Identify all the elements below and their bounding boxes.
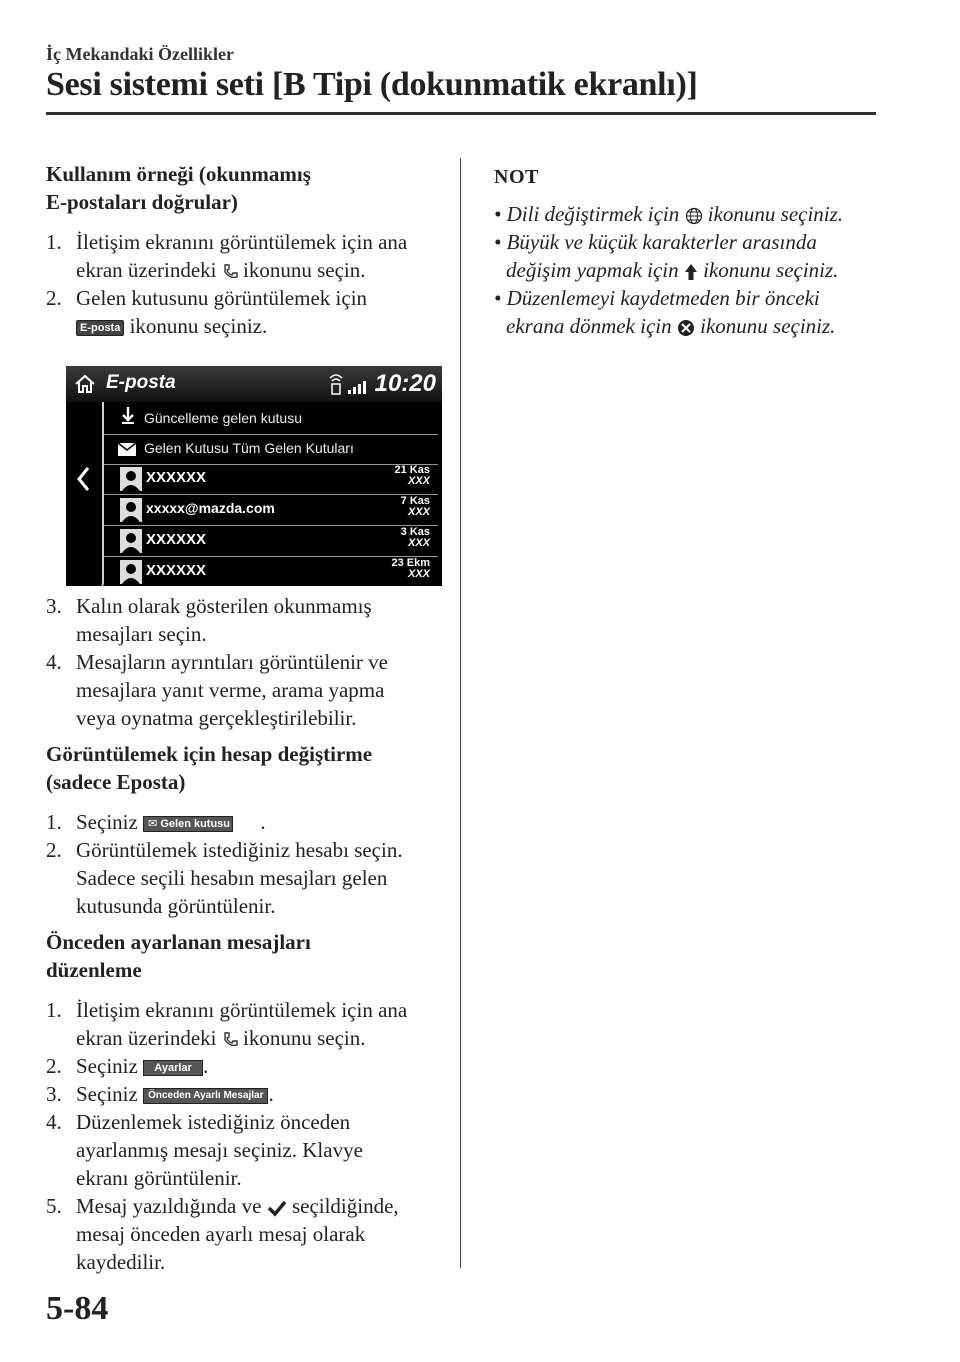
step-number: 4. [46, 1110, 62, 1134]
step-number: 3. [46, 594, 62, 618]
steps-switch-account [46, 808, 456, 920]
step-text: mesaj önceden ayarlı mesaj olarak [76, 1222, 366, 1246]
heading-line: Kullanım örneği (okunmamış [46, 162, 311, 186]
step-text: Düzenlemek istediğiniz önceden [76, 1110, 351, 1134]
message-sender: XXXXXX [146, 469, 207, 486]
eposta-button-image: E-posta [76, 320, 124, 336]
preset-messages-button-image: Önceden Ayarlı Mesajlar [143, 1088, 268, 1104]
step-text: Seçiniz [76, 1082, 138, 1106]
steps-after-screen [46, 592, 456, 732]
step-number: 1. [46, 230, 62, 254]
screen-header [66, 366, 442, 402]
inbox-button-image: ✉ Gelen kutusu [143, 816, 233, 832]
heading-usage-example [46, 160, 446, 216]
step-text: seçildiğinde, [291, 1194, 399, 1218]
step-number: 5. [46, 1194, 62, 1218]
message-date [401, 496, 430, 518]
date-text: 21 Kas [394, 464, 430, 476]
globe-icon [685, 207, 703, 225]
settings-button-image: Ayarlar [143, 1060, 203, 1076]
message-sender: xxxxx@mazda.com [146, 500, 275, 516]
note-item [494, 228, 817, 256]
shift-arrow-icon [684, 263, 698, 281]
step-number: 3. [46, 1082, 62, 1106]
row-label: Gelen Kutusu Tüm Gelen Kutuları [144, 440, 354, 456]
phone-comm-icon [222, 1031, 238, 1049]
message-date [391, 558, 430, 580]
inbox-select-row[interactable] [104, 434, 438, 465]
step-text: ayarlanmış mesajı seçiniz. Klavye [76, 1138, 363, 1162]
note-text: ikonunu seçiniz. [707, 202, 844, 226]
heading-preset-messages [46, 928, 456, 984]
list-item-cont [76, 256, 366, 284]
bullet: • [494, 286, 502, 310]
step-number: 2. [46, 838, 62, 862]
note-item-cont [506, 256, 838, 284]
message-sender: XXXXXX [146, 531, 207, 548]
heading-line: E-postaları doğrular) [46, 190, 238, 214]
note-item [494, 284, 820, 312]
step-text: Mesajların ayrıntıları görüntülenir ve [76, 650, 388, 674]
step-text: mesajları seçin. [76, 622, 207, 646]
step-number: 1. [46, 998, 62, 1022]
note-text: Büyük ve küçük karakterler arasında [506, 230, 817, 254]
step-text: Görüntülemek istediğiniz hesabı seçin. [76, 838, 403, 862]
message-date [401, 527, 430, 549]
list-item-cont [76, 312, 267, 340]
date-sub: XXX [407, 537, 430, 549]
section-label: İç Mekandaki Özellikler [46, 44, 234, 64]
message-row[interactable] [104, 464, 438, 495]
note-text: Düzenlemeyi kaydetmeden bir önceki [506, 286, 820, 310]
checkmark-icon [267, 1199, 287, 1217]
heading-switch-account [46, 740, 456, 796]
note-text: Dili değiştirmek için [506, 202, 680, 226]
date-text: 3 Kas [400, 526, 430, 538]
heading-line: düzenleme [46, 958, 142, 982]
date-sub: XXX [407, 568, 430, 580]
bullet: • [494, 202, 502, 226]
heading-line: Görüntülemek için hesap değiştirme [46, 742, 373, 766]
step-text: ekran üzerindeki [76, 258, 217, 282]
message-row[interactable] [104, 495, 438, 526]
date-sub: XXX [407, 475, 430, 487]
note-heading: NOT [494, 166, 539, 188]
message-row[interactable] [104, 557, 438, 586]
message-row[interactable] [104, 526, 438, 557]
page-number: 5-84 [46, 1290, 109, 1327]
note-text: değişim yapmak için [506, 258, 679, 282]
left-column [46, 160, 446, 216]
step-text: ekranı görüntülenir. [76, 1166, 242, 1190]
steps-preset [46, 996, 456, 1274]
note-item-cont [506, 312, 835, 340]
step-text: ekran üzerindeki [76, 1026, 217, 1050]
step-text: kaydedilir. [76, 1250, 166, 1274]
step-text: Seçiniz [76, 810, 138, 834]
download-icon [120, 406, 136, 426]
step-text: . [268, 1082, 274, 1106]
row-label: Güncelleme gelen kutusu [144, 410, 302, 426]
note-text: ikonunu seçiniz. [703, 258, 839, 282]
heading-line: (sadece Eposta) [46, 770, 186, 794]
contact-avatar-icon [120, 467, 142, 491]
button-label: Gelen kutusu [160, 818, 231, 831]
contact-avatar-icon [120, 529, 142, 553]
date-text: 7 Kas [400, 495, 430, 507]
eposta-screen-image [66, 366, 442, 586]
step-text: Sadece seçili hesabın mesajları gelen [76, 866, 388, 890]
note-text: ikonunu seçiniz. [700, 314, 836, 338]
heading-line: Önceden ayarlanan mesajları [46, 930, 311, 954]
step-text: ikonunu seçin. [243, 258, 366, 282]
close-icon [677, 319, 695, 337]
step-text: veya oynatma gerçekleştirilebilir. [76, 706, 357, 730]
contact-avatar-icon [120, 560, 142, 584]
date-sub: XXX [407, 506, 430, 518]
note-list [494, 200, 914, 350]
step-text: ikonunu seçiniz. [129, 314, 268, 338]
step-text: mesajlara yanıt verme, arama yapma [76, 678, 385, 702]
message-date [395, 465, 430, 487]
step-text: Mesaj yazıldığında ve [76, 1194, 262, 1218]
envelope-icon [118, 443, 136, 456]
note-item [494, 200, 843, 228]
screen-arc [94, 402, 104, 586]
step-text: Gelen kutusunu görüntülemek için [76, 286, 368, 310]
list-item-cont [76, 1024, 366, 1052]
step-text: ikonunu seçin. [243, 1026, 366, 1050]
contact-avatar-icon [120, 498, 142, 522]
step-number: 2. [46, 1054, 62, 1078]
note-text: ekrana dönmek için [506, 314, 672, 338]
step-text: Kalın olarak gösterilen okunmamış [76, 594, 372, 618]
step-text: İletişim ekranını görüntülemek için ana [76, 230, 408, 254]
home-icon [74, 374, 96, 394]
step-text: kutusunda görüntülenir. [76, 894, 276, 918]
update-inbox-row[interactable] [104, 404, 438, 435]
phone-comm-icon [222, 263, 238, 281]
date-text: 23 Ekm [391, 557, 430, 569]
step-text: İletişim ekranını görüntülemek için ana [76, 998, 408, 1022]
screen-title: E-posta [106, 372, 176, 393]
step-number: 2. [46, 286, 62, 310]
title-rule [46, 112, 876, 115]
step-text: . [203, 1054, 209, 1078]
message-sender: XXXXXX [146, 562, 207, 579]
column-divider [460, 158, 461, 1268]
step-text: Seçiniz [76, 1054, 138, 1078]
back-chevron-icon[interactable] [76, 466, 90, 492]
bullet: • [494, 230, 502, 254]
signal-icon [328, 372, 368, 396]
steps-usage [46, 228, 456, 348]
step-number: 4. [46, 650, 62, 674]
step-text: . [260, 810, 266, 834]
screen-clock: 10:20 [374, 370, 436, 397]
step-number: 1. [46, 810, 62, 834]
page-title: Sesi sistemi seti [B Tipi (dokunmatik ekranlı)] [46, 66, 698, 103]
